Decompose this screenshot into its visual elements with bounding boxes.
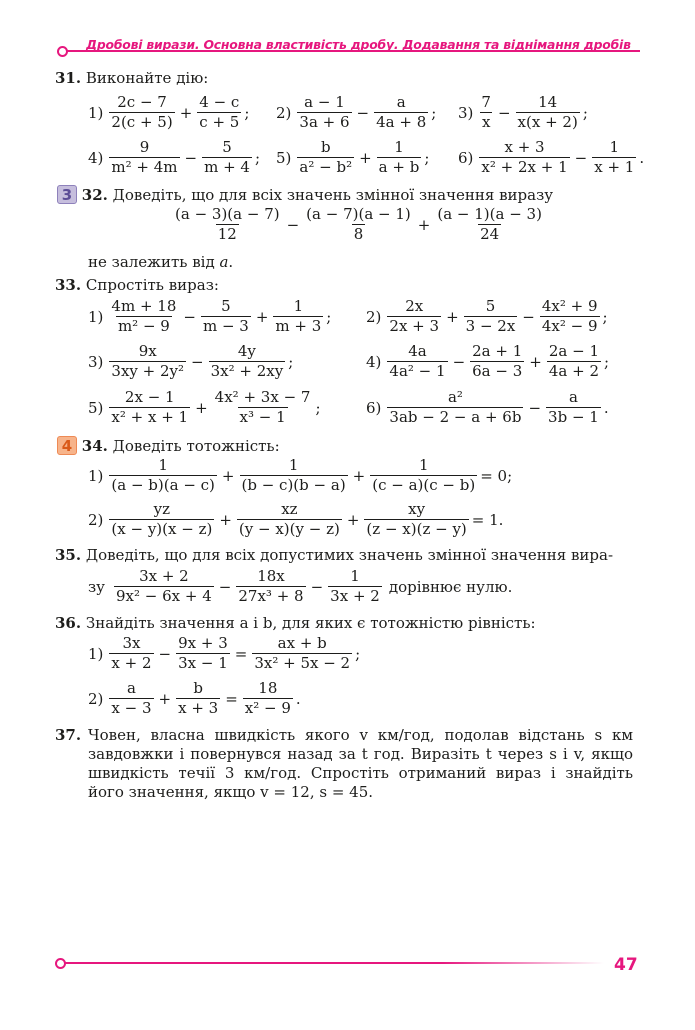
fraction	[109, 680, 153, 718]
fraction	[109, 94, 174, 132]
problem-37-line-3: швидкість течії 3 км/год. Спростіть отриманий вираз і знайдіть	[88, 764, 633, 782]
item-label: 2)	[276, 103, 292, 122]
problem-text: Доведіть тотожність:	[112, 437, 280, 455]
problem-number: 33.	[55, 276, 82, 294]
operator: +	[446, 307, 459, 326]
numerator: 4x² + 3x − 7	[214, 388, 311, 406]
operator: −	[158, 644, 172, 663]
denominator: (b − c)(b − a)	[241, 476, 346, 495]
problem-number: 31.	[55, 69, 82, 87]
numerator: (a − 1)(a − 3)	[437, 205, 542, 223]
fraction	[546, 389, 601, 427]
fraction	[243, 680, 293, 718]
numerator: 14	[538, 93, 558, 111]
fraction	[109, 343, 186, 381]
denominator: x(x + 2)	[517, 113, 578, 132]
numerator: 18	[258, 679, 278, 697]
problem-37-line-1: Човен, власна швидкість якого v км/год, подолав відстань s км	[88, 726, 633, 744]
operator: +	[195, 398, 208, 417]
numerator: b	[193, 679, 203, 697]
problem-text: Доведіть, що для всіх допустимих значень змінної значення вира-	[85, 546, 614, 564]
operator: −	[191, 352, 204, 371]
fraction	[370, 457, 477, 495]
operator: +	[255, 307, 269, 326]
fraction	[201, 298, 251, 336]
item-label: 3)	[458, 103, 474, 122]
item-label: 1)	[88, 307, 104, 326]
denominator: (x − y)(x − z)	[111, 520, 213, 539]
problem-35-heading	[55, 546, 613, 564]
fraction	[374, 94, 428, 132]
denominator: 24	[480, 225, 500, 244]
denominator: 3x + 2	[330, 587, 380, 606]
problem-33-item-3: 3) $\frac{9x}{\text{3xy + 2y²}}$ − $\frac{4y}{\text{3x² + 2xy}}$ ;	[88, 342, 294, 381]
numerator: 4 − c	[199, 93, 240, 111]
fraction	[328, 568, 382, 606]
problem-31-item-6: 6) $\frac{x + 3}{\text{x² + 2x + 1}}$ − $\frac{1}{x + 1}$ .	[458, 138, 645, 177]
problem-33-item-4: 4) $\frac{4a}{\text{4a² − 1}}$ − $\frac{2a + 1}{6a - 3}$ + $\frac{2a - 1}{4a + 2}$ ;	[366, 342, 610, 381]
fraction	[387, 389, 523, 427]
denominator: (y − x)(y − z)	[238, 520, 340, 539]
difficulty-level-4-badge: 4	[57, 436, 77, 455]
problem-31-item-1: 1) $\frac{2c - 7}{2(c + 5)}$ + $\frac{4 - c}{c + 5}$ ;	[88, 93, 250, 132]
denominator: 4a² − 1	[389, 362, 446, 381]
fraction	[592, 139, 636, 177]
operator: −	[528, 398, 542, 417]
numerator: 4y	[237, 342, 256, 360]
problem-32-tail: не залежить від a.	[88, 253, 234, 271]
denominator: 3ab − 2 − a + 6b	[389, 408, 522, 427]
numerator: a	[396, 93, 406, 111]
problem-34-item-1: 1) $\frac{1}{(a - b)(a - c)}$ + $\frac{1}{(b - c)(b - a)}$ + $\frac{1}{(c - a)(c - b)}$ = 0;	[88, 456, 513, 495]
problem-36-heading	[55, 614, 536, 632]
fraction	[209, 343, 286, 381]
problem-33-item-5: 5) $\frac{2x - 1}{\text{x² + x + 1}}$ + $\frac{\text{4x² + 3x − 7}}{\text{x³ − 1}}$ ;	[88, 388, 321, 427]
fraction	[109, 501, 214, 539]
numerator: yz	[153, 500, 171, 518]
fraction	[479, 94, 493, 132]
numerator: 4a	[408, 342, 427, 360]
denominator: 3xy + 2y²	[111, 362, 185, 381]
operator: +	[179, 103, 193, 122]
item-label: 4)	[88, 148, 104, 167]
numerator: a	[568, 388, 578, 406]
operator: +	[359, 148, 372, 167]
problem-31-item-2: 2) $\frac{a - 1}{3a + 6}$ − $\frac{a}{4a + 8}$ ;	[276, 93, 437, 132]
denominator: x + 2	[111, 654, 152, 673]
denominator: (a − b)(a − c)	[111, 476, 215, 495]
problem-33-item-6: 6) $\frac{\text{a²}}{3ab - 2 - a + 6b}$ − $\frac{a}{3b - 1}$ .	[366, 388, 609, 427]
item-label: 1)	[88, 103, 104, 122]
fraction	[479, 139, 569, 177]
denominator: 9x² − 6x + 4	[116, 587, 212, 606]
numerator: 2x − 1	[124, 388, 175, 406]
numerator: 3x	[122, 634, 141, 652]
fraction	[176, 680, 220, 718]
denominator: 27x³ + 8	[238, 587, 304, 606]
fraction	[109, 298, 178, 336]
problem-34-heading	[57, 436, 280, 455]
denominator: x² + 2x + 1	[481, 158, 568, 177]
item-label: 1)	[88, 644, 104, 663]
fraction	[213, 389, 313, 427]
difficulty-level-3-badge: 3	[57, 185, 77, 204]
fraction	[109, 635, 153, 673]
denominator: a + b	[378, 158, 420, 177]
fraction	[304, 206, 413, 244]
fraction	[387, 298, 441, 336]
denominator: x	[481, 113, 491, 132]
fraction	[435, 206, 544, 244]
operator: −	[522, 307, 535, 326]
numerator: 2a − 1	[548, 342, 599, 360]
numerator: 1	[293, 297, 304, 315]
operator: +	[352, 466, 366, 485]
denominator: 3x² + 2xy	[210, 362, 284, 381]
numerator: 5	[221, 297, 231, 315]
numerator: xz	[281, 500, 298, 518]
fraction	[202, 139, 252, 177]
operator: +	[219, 510, 232, 529]
problem-33-item-1: 1) $\frac{4m + 18}{\text{m² − 9}}$ − $\frac{5}{m - 3}$ + $\frac{1}{m + 3}$ ;	[88, 297, 332, 336]
operator: =	[234, 644, 248, 663]
denominator: 2(c + 5)	[111, 113, 173, 132]
operator: −	[286, 215, 300, 234]
problem-37-line-2: завдовжки і повернувся назад за t год. Виразіть t через s і v, якщо	[88, 745, 633, 763]
numerator: 4x² + 9	[541, 297, 598, 315]
problem-31-item-4: 4) $\frac{9}{\text{m² + 4m}}$ − $\frac{5}{m + 4}$ ;	[88, 138, 261, 177]
denominator: m² + 4m	[111, 158, 178, 177]
item-label: 1)	[88, 466, 104, 485]
fraction	[236, 568, 305, 606]
numerator: x + 3	[504, 138, 545, 156]
operator: +	[529, 352, 542, 371]
denominator: 3a + 6	[299, 113, 350, 132]
fraction	[240, 457, 348, 495]
item-label: 2)	[88, 510, 104, 529]
numerator: xy	[408, 500, 426, 518]
fraction	[297, 94, 351, 132]
numerator: 1	[394, 138, 404, 156]
denominator: 12	[217, 225, 237, 244]
problem-31-item-3: 3) $\frac{7}{x}$ − $\frac{14}{x(x + 2)}$ ;	[458, 93, 588, 132]
denominator: m − 3	[202, 317, 249, 336]
denominator: 3x² + 5x − 2	[254, 654, 351, 673]
item-label: 2)	[88, 689, 104, 708]
numerator: a²	[447, 388, 463, 406]
numerator: a	[126, 679, 136, 697]
problem-text: Знайдіть значення a і b, для яких є тотожністю рівність:	[85, 614, 536, 632]
numerator: 1	[158, 456, 168, 474]
numerator: 3x + 2	[139, 567, 189, 585]
denominator: a² − b²	[299, 158, 353, 177]
page-number: 47	[614, 955, 638, 975]
denominator: x + 3	[178, 699, 219, 718]
problem-35-expression: зу $\frac{3x + 2}{\text{9x² − 6x + 4}}$ − $\frac{18x}{\text{27x³ + 8}}$ − $\frac{1}{3x + 2}$ дорівнює нулю.	[88, 567, 513, 606]
numerator: 1	[288, 456, 299, 474]
operator: −	[452, 352, 466, 371]
numerator: (a − 3)(a − 7)	[175, 205, 280, 223]
operator: −	[310, 577, 324, 596]
item-label: 4)	[366, 352, 382, 371]
denominator: x − 3	[111, 699, 152, 718]
fraction	[197, 94, 241, 132]
numerator: ax + b	[277, 634, 327, 652]
numerator: 9x + 3	[178, 634, 228, 652]
numerator: 9x	[138, 342, 157, 360]
fraction	[464, 298, 518, 336]
problem-33-item-2: 2) $\frac{2x}{2x + 3}$ + $\frac{5}{3 - 2x}$ − $\frac{\text{4x² + 9}}{\text{4x² − 9}}$ ;	[366, 297, 608, 336]
denominator: x + 1	[594, 158, 635, 177]
denominator: 3 − 2x	[465, 317, 516, 336]
numerator: 1	[350, 567, 360, 585]
fraction	[470, 343, 524, 381]
operator: −	[356, 103, 370, 122]
numerator: b	[320, 138, 331, 156]
numerator: 1	[418, 456, 429, 474]
problem-34-item-2: 2) $\frac{yz}{(x - y)(x - z)}$ + $\frac{xz}{(y - x)(y - z)}$ + $\frac{xy}{(z - x)(z - y)}$ = 1.	[88, 500, 504, 539]
denominator: 4x² − 9	[541, 317, 598, 336]
denominator: 6a − 3	[472, 362, 523, 381]
operator: −	[183, 307, 196, 326]
fraction	[109, 457, 217, 495]
problem-36-item-2: 2) $\frac{a}{x - 3}$ + $\frac{b}{x + 3}$ = $\frac{18}{\text{x² − 9}}$ .	[88, 679, 301, 718]
item-label: 6)	[458, 148, 474, 167]
numerator: 1	[609, 138, 620, 156]
numerator: 2a + 1	[472, 342, 523, 360]
numerator: 18x	[257, 567, 285, 585]
denominator: m² − 9	[117, 317, 170, 336]
fraction	[387, 343, 447, 381]
denominator: x³ − 1	[239, 408, 286, 427]
operator: +	[158, 689, 172, 708]
numerator: 2c − 7	[117, 93, 167, 111]
denominator: 3b − 1	[548, 408, 599, 427]
fraction	[273, 298, 323, 336]
denominator: c + 5	[199, 113, 240, 132]
denominator: 2x + 3	[389, 317, 440, 336]
fraction	[237, 501, 342, 539]
numerator: (a − 7)(a − 1)	[306, 205, 411, 223]
operator: =	[225, 689, 238, 708]
problem-text: Доведіть, що для всіх значень змінної значення виразу	[112, 186, 554, 204]
numerator: 7	[481, 93, 491, 111]
denominator: x² + x + 1	[111, 408, 189, 427]
problem-text: Спростіть вираз:	[85, 276, 219, 294]
denominator: m + 4	[204, 158, 250, 177]
denominator: (c − a)(c − b)	[372, 476, 476, 495]
operator: +	[221, 466, 235, 485]
item-label: 5)	[276, 148, 292, 167]
problem-33-heading	[55, 276, 219, 294]
operator: −	[574, 148, 588, 167]
problem-32-heading	[57, 185, 553, 204]
fraction	[173, 206, 282, 244]
fraction	[297, 139, 354, 177]
operator: +	[346, 510, 360, 529]
problem-number: 35.	[55, 546, 82, 564]
denominator: (z − x)(z − y)	[366, 520, 467, 539]
denominator: x² − 9	[244, 699, 291, 718]
footer-rule	[64, 962, 604, 964]
operator: −	[497, 103, 511, 122]
numerator: 5	[485, 297, 496, 315]
problem-31-heading	[55, 69, 208, 87]
fraction	[540, 298, 600, 336]
numerator: 9	[139, 138, 150, 156]
operator: +	[417, 215, 431, 234]
fraction	[114, 568, 214, 606]
item-label: 5)	[88, 398, 104, 417]
problem-number: 32.	[81, 186, 108, 204]
problem-number: 34.	[81, 437, 108, 455]
fraction	[377, 139, 422, 177]
denominator: m + 3	[275, 317, 322, 336]
denominator: 4a + 2	[548, 362, 599, 381]
fraction	[176, 635, 230, 673]
numerator: 4m + 18	[111, 297, 177, 315]
numerator: 5	[222, 138, 232, 156]
fraction	[364, 501, 468, 539]
fraction	[109, 139, 179, 177]
item-label: 6)	[366, 398, 382, 417]
fraction	[109, 389, 190, 427]
problem-number: 36.	[55, 614, 82, 632]
item-label: 2)	[366, 307, 382, 326]
problem-text: Виконайте дію:	[85, 69, 209, 87]
problem-31-item-5: 5) $\frac{b}{\text{a² − b²}}$ + $\frac{1}{a + b}$ ;	[276, 138, 430, 177]
denominator: 4a + 8	[376, 113, 427, 132]
problem-32-expression	[170, 206, 547, 244]
problem-37-number: 37.	[55, 726, 82, 744]
running-header: Дробові вирази. Основна властивість дробу. Додавання та віднімання дробів	[86, 37, 631, 52]
fraction	[252, 635, 352, 673]
operator: −	[184, 148, 198, 167]
problem-37-line-4: його значення, якщо v = 12, s = 45.	[88, 783, 374, 801]
fraction	[547, 343, 601, 381]
operator: −	[218, 577, 232, 596]
item-label: 3)	[88, 352, 104, 371]
denominator: 8	[353, 225, 364, 244]
numerator: a − 1	[304, 93, 345, 111]
fraction	[516, 94, 580, 132]
numerator: 2x	[405, 297, 424, 315]
denominator: 3x − 1	[178, 654, 228, 673]
problem-36-item-1: 1) $\frac{3x}{x + 2}$ − $\frac{9x + 3}{3x - 1}$ = $\frac{ax + b}{\text{3x² + 5x − 2}}$ ;	[88, 634, 361, 673]
